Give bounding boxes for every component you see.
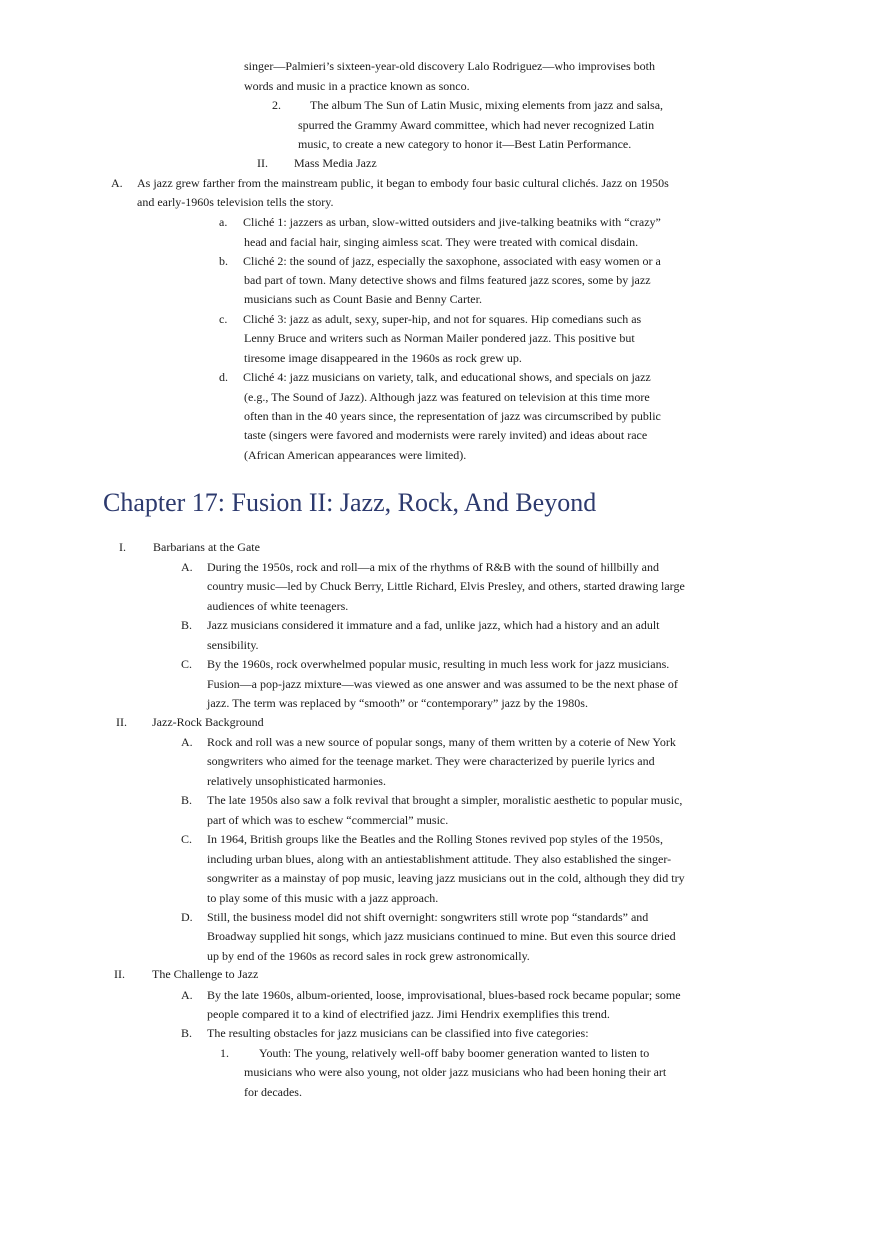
section-marker: II.	[257, 156, 268, 170]
list-marker: a.	[219, 215, 228, 229]
body-line: musicians such as Count Basie and Benny Carter.	[244, 292, 482, 306]
body-line: As jazz grew farther from the mainstream public, it began to embody four basic cultural clichés. Jazz on 1950s	[137, 176, 669, 190]
list-marker: b.	[219, 254, 228, 268]
body-line: Jazz musicians considered it immature and a fad, unlike jazz, which had a history and an adult	[207, 618, 660, 632]
section-heading: Barbarians at the Gate	[153, 540, 260, 554]
section-heading: Mass Media Jazz	[294, 156, 377, 170]
body-line: music, to create a new category to honor it—Best Latin Performance.	[298, 137, 632, 151]
list-marker: 1.	[220, 1046, 229, 1060]
body-line: Youth: The young, relatively well-off baby boomer generation wanted to listen to	[259, 1046, 650, 1060]
body-line: to play some of this music with a jazz approach.	[207, 891, 439, 905]
list-marker: D.	[181, 910, 193, 924]
list-marker: A.	[181, 735, 193, 749]
body-line: Cliché 2: the sound of jazz, especially the saxophone, associated with easy women or a	[243, 254, 661, 268]
body-line: and early-1960s television tells the story.	[137, 195, 334, 209]
body-line: Fusion—a pop-jazz mixture—was viewed as one answer and was assumed to be the next phase of	[207, 677, 678, 691]
body-line: audiences of white teenagers.	[207, 599, 349, 613]
body-line: (African American appearances were limited).	[244, 448, 467, 462]
chapter-title: Chapter 17: Fusion II: Jazz, Rock, And Beyond	[103, 488, 597, 517]
body-line: sensibility.	[207, 638, 259, 652]
body-line: relatively unsophisticated harmonies.	[207, 774, 386, 788]
body-line: tiresome image disappeared in the 1960s as rock grew up.	[244, 351, 522, 365]
body-line: country music—led by Chuck Berry, Little Richard, Elvis Presley, and others, started drawing large	[207, 579, 685, 593]
body-line: Cliché 3: jazz as adult, sexy, super-hip, and not for squares. Hip comedians such as	[243, 312, 642, 326]
body-line: Rock and roll was a new source of popular songs, many of them written by a coterie of New York	[207, 735, 676, 749]
body-line: words and music in a practice known as sonco.	[244, 79, 470, 93]
list-marker: A.	[111, 176, 123, 190]
body-line: songwriter as a mainstay of pop music, leaving jazz musicians out in the cold, although they did try	[207, 871, 685, 885]
body-line: The late 1950s also saw a folk revival that brought a simpler, moralistic aesthetic to popular music,	[207, 793, 683, 807]
section-marker: II.	[116, 715, 127, 729]
list-marker: A.	[181, 988, 193, 1002]
section-marker: I.	[119, 540, 126, 554]
list-marker: C.	[181, 657, 193, 671]
body-line: The resulting obstacles for jazz musicians can be classified into five categories:	[207, 1026, 589, 1040]
body-line: jazz. The term was replaced by “smooth” or “contemporary” jazz by the 1980s.	[207, 696, 588, 710]
body-line: Lenny Bruce and writers such as Norman Mailer pondered jazz. This positive but	[244, 331, 635, 345]
list-marker: B.	[181, 793, 193, 807]
body-line: people compared it to a kind of electrified jazz. Jimi Hendrix exemplifies this trend.	[207, 1007, 610, 1021]
body-line: up by end of the 1960s as record sales in rock grew astronomically.	[207, 949, 530, 963]
section-marker: II.	[114, 967, 125, 981]
body-line: Cliché 1: jazzers as urban, slow-witted outsiders and jive-talking beatniks with “crazy”	[243, 215, 661, 229]
list-marker: B.	[181, 618, 193, 632]
body-line: often than in the 40 years since, the representation of jazz was circumscribed by public	[244, 409, 661, 423]
body-line: for decades.	[244, 1085, 302, 1099]
body-line: (e.g., The Sound of Jazz). Although jazz was featured on television at this time more	[244, 390, 650, 404]
list-marker: A.	[181, 560, 193, 574]
body-line: In 1964, British groups like the Beatles and the Rolling Stones revived pop styles of the 1950s,	[207, 832, 663, 846]
list-marker: 2.	[272, 98, 281, 112]
body-line: singer—Palmieri’s sixteen-year-old discovery Lalo Rodriguez—who improvises both	[244, 59, 656, 73]
body-line: The album The Sun of Latin Music, mixing elements from jazz and salsa,	[310, 98, 664, 112]
body-line: Cliché 4: jazz musicians on variety, talk, and educational shows, and specials on jazz	[243, 370, 651, 384]
section-heading: Jazz-Rock Background	[152, 715, 264, 729]
body-line: taste (singers were favored and modernists were rarely invited) and ideas about race	[244, 428, 648, 442]
body-line: including urban blues, along with an antiestablishment attitude. They also established the singer-	[207, 852, 672, 866]
list-marker: B.	[181, 1026, 193, 1040]
body-line: head and facial hair, singing aimless scat. They were treated with comical disdain.	[244, 235, 639, 249]
body-line: By the 1960s, rock overwhelmed popular music, resulting in much less work for jazz musicians.	[207, 657, 670, 671]
body-line: Still, the business model did not shift overnight: songwriters still wrote pop “standards” and	[207, 910, 649, 924]
section-heading: The Challenge to Jazz	[152, 967, 259, 981]
body-line: bad part of town. Many detective shows and films featured jazz scores, some by jazz	[244, 273, 651, 287]
body-line: musicians who were also young, not older jazz musicians who had been honing their art	[244, 1065, 667, 1079]
body-line: By the late 1960s, album-oriented, loose, improvisational, blues-based rock became popular; some	[207, 988, 681, 1002]
list-marker: d.	[219, 370, 228, 384]
body-line: spurred the Grammy Award committee, which had never recognized Latin	[298, 118, 655, 132]
body-line: During the 1950s, rock and roll—a mix of the rhythms of R&B with the sound of hillbilly and	[207, 560, 659, 574]
list-marker: C.	[181, 832, 193, 846]
list-marker: c.	[219, 312, 228, 326]
body-line: part of which was to eschew “commercial” music.	[207, 813, 449, 827]
body-line: Broadway supplied hit songs, which jazz musicians continued to mine. But even this source dried	[207, 929, 676, 943]
body-line: songwriters who aimed for the teenage market. They were characterized by puerile lyrics and	[207, 754, 655, 768]
